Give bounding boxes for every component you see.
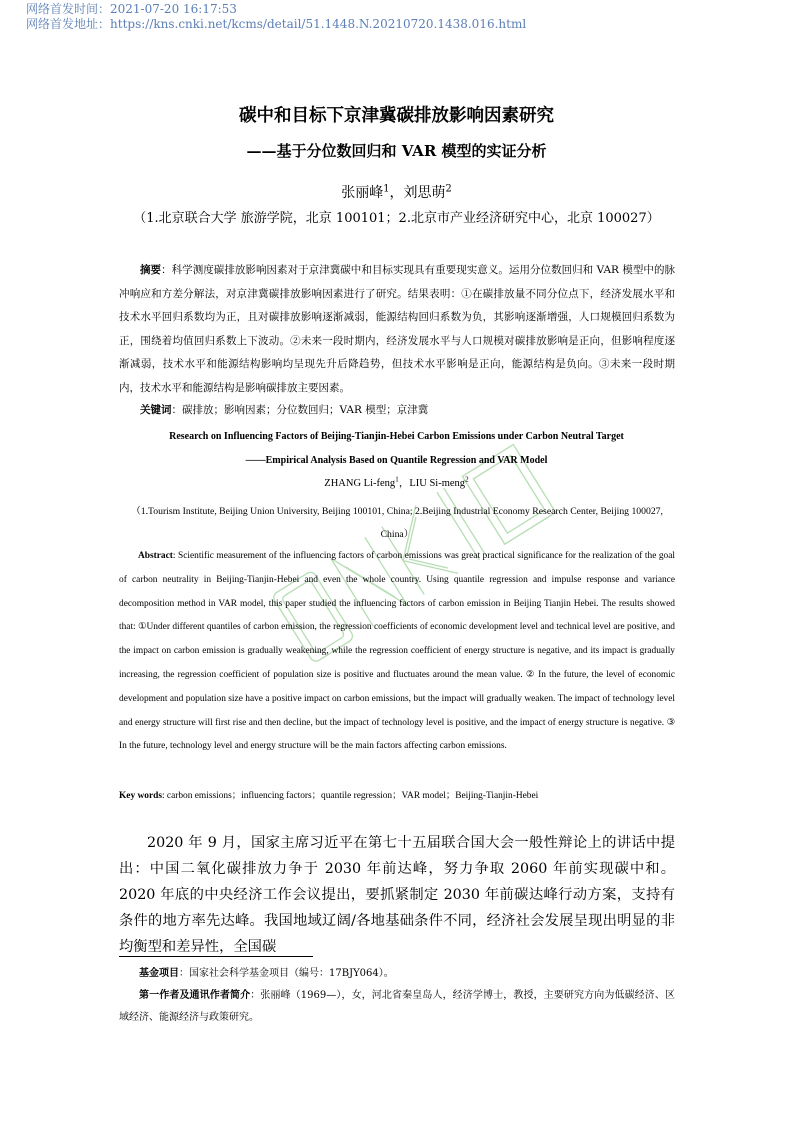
footnote-divider	[119, 956, 313, 957]
footnote-author-text: ：张丽峰（1969—），女，河北省秦皇岛人，经济学博士，教授，主要研究方向为低碳经济、区域经济、能源经济与政策研究。	[119, 990, 676, 1023]
author-en-separator: ，	[398, 478, 410, 489]
abstract-cn-text: ：科学测度碳排放影响因素对于京津冀碳中和目标实现具有重要现实意义。运用分位数回归和 VAR 模型中的脉冲响应和方差分解法，对京津冀碳排放影响因素进行了研究。结果表明：①在碳排放量不同分位点下，经济发展水平和技术水平回归系数均为正，且对碳排放影响逐渐减弱，能源结构回归系数为负，其影响逐渐增强，人口规模回归系数为正，围绕着均值回归系数上下波动。②未来一段时期内，经济发展水平与人口规模对碳排放影响是正向，但影响程度逐渐减弱，技术水平和能源结构影响均呈现先升后降趋势，但技术水平影响是正向，能源结构是负向。③未来一段时期内，技术水平和能源结构是影响碳排放主要因素。	[119, 264, 675, 394]
footnote-author-label: 第一作者及通讯作者简介	[139, 990, 251, 1001]
keywords-en	[119, 785, 675, 809]
abstract-cn-label: 摘要	[140, 264, 162, 276]
keywords-cn-label: 关键词	[140, 404, 172, 416]
keywords-cn-text: ：碳排放；影响因素；分位数回归；VAR 模型；京津冀	[171, 404, 429, 416]
author-1-cn: 张丽峰	[341, 185, 384, 201]
affiliation-cn: （1.北京联合大学 旅游学院，北京 100101；2.北京市产业经济研究中心，北京 100027）	[133, 211, 660, 226]
authors-cn	[0, 183, 793, 203]
author-separator: ，	[389, 185, 404, 201]
author-2-affil-mark: 2	[445, 183, 452, 195]
online-first-time-value: 2021-07-20 16:17:53	[110, 2, 237, 16]
abstract-en-label: Abstract	[138, 551, 173, 561]
abstract-en-text: : Scientific measurement of the influencing factors of carbon emissions was great practical significance for the realization of the goal of carbon neutrality in Beijing-Tianjin-Hebei and even the whole country. Using quantile regression and impulse response and variance decomposition method in VAR model, this paper studied the influencing factors of carbon emission in Beijing Tianjin Hebei. The results showed that: ①Under different quantiles of carbon emission, the regression coefficients of economic development level and technical level are positive, and the impact on carbon emission is gradually weakening, while the regression coefficient of energy structure is negative, and its impact is gradually increasing, the regression coefficient of population size is positive and fluctuates around the mean value. ② In the future, the level of economic development and population size have a positive impact on carbon emissions, but the impact will gradually weaken. The impact of technology level and energy structure will first rise and then decline, but the impact of technology level is positive, and the impact of energy structure is negative. ③ In the future, technology level and energy structure will be the main factors affecting carbon emissions.	[119, 551, 675, 752]
abstract-cn	[119, 259, 675, 400]
online-first-address	[26, 17, 526, 31]
footnote-fund-label: 基金项目	[139, 968, 179, 979]
abstract-en	[119, 545, 675, 759]
online-first-address-label: 网络首发地址：	[26, 17, 111, 31]
paper-title-en: Research on Influencing Factors of Beijing-Tianjin-Hebei Carbon Emissions under Carbon Neutral Target	[169, 431, 624, 442]
keywords-en-text: : carbon emissions；influencing factors；quantile regression；VAR model；Beijing-Tianjin-Hebei	[161, 791, 539, 801]
paper-subtitle-en: ——Empirical Analysis Based on Quantile Regression and VAR Model	[245, 455, 548, 466]
author-1-affil-mark: 1	[383, 183, 390, 195]
author-1-en-affil-mark: 1	[395, 474, 399, 484]
paper-subtitle-cn: ——基于分位数回归和 VAR 模型的实证分析	[246, 142, 547, 160]
online-first-time-label: 网络首发时间：	[26, 2, 111, 16]
author-1-en: ZHANG Li-feng	[324, 478, 396, 489]
footnote-author	[119, 985, 675, 1029]
footnote-fund	[119, 963, 675, 985]
keywords-en-label: Key words	[119, 791, 162, 801]
footnote-fund-text: ：国家社会科学基金项目（编号：17BJY064）。	[179, 968, 394, 979]
keywords-cn	[119, 399, 675, 423]
author-2-en-affil-mark: 2	[465, 474, 469, 484]
paper-title-cn: 碳中和目标下京津冀碳排放影响因素研究	[239, 106, 554, 126]
author-2-en: LIU Si-meng	[409, 478, 466, 489]
authors-en	[0, 476, 793, 492]
affiliation-en: （1.Tourism Institute, Beijing Union University, Beijing 100101, China; 2.Beijing Industrial Economy Research Center, Beijing 100027, China）	[131, 506, 663, 540]
online-first-address-link[interactable]: https://kns.cnki.net/kcms/detail/51.1448.N.20210720.1438.016.html	[110, 17, 527, 31]
body-paragraph: 2020 年 9 月，国家主席习近平在第七十五届联合国大会一般性辩论上的讲话中提出：中国二氧化碳排放力争于 2030 年前达峰，努力争取 2060 年前实现碳中和。2020 年底的中央经济工作会议提出，要抓紧制定 2030 年前碳达峰行动方案，支持有条件的地方率先达峰。我国地域辽阔/各地基础条件不同，经济社会发展呈现出明显的非均衡型和差异性，全国碳	[119, 835, 675, 955]
online-first-time	[26, 2, 237, 16]
author-2-cn: 刘思萌	[403, 185, 446, 201]
